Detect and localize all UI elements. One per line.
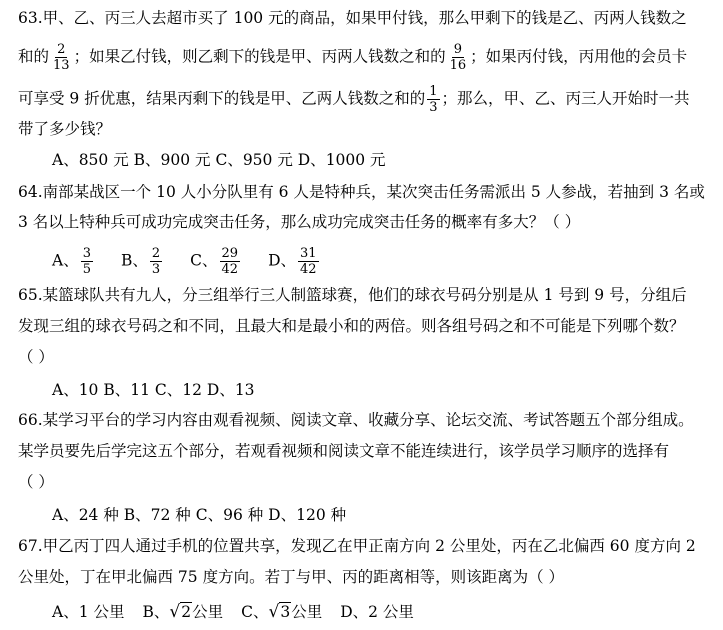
denominator: 42 (300, 262, 317, 277)
radicand: 2 (181, 603, 192, 621)
q65-line-1: 65.某篮球队共有九人，分三组举行三人制篮球赛，他们的球衣号码分别是从 1 号到 9 号，分组后 (18, 286, 687, 304)
q63-line-3 (18, 84, 690, 115)
fraction (81, 246, 93, 277)
fraction (150, 246, 162, 277)
fraction (298, 246, 319, 277)
radicand: 3 (280, 603, 291, 621)
q66-options: A、24 种 B、72 种 C、96 种 D、120 种 (52, 506, 347, 524)
denominator: 16 (449, 58, 467, 73)
q63-options: A、850 元 B、900 元 C、950 元 D、1000 元 (52, 151, 386, 169)
q67-line-1: 67.甲乙丙丁四人通过手机的位置共享，发现乙在甲正南方向 2 公里处，丙在乙北偏西 60 度方向 2 (18, 537, 696, 555)
q64-options (52, 246, 321, 277)
numerator: 31 (300, 246, 317, 261)
q67-line-2: 公里处，丁在甲北偏西 75 度方向。若丁与甲、丙的距离相等，则该距离为（ ） (18, 568, 565, 586)
denominator: 42 (221, 262, 239, 277)
q63-line-2 (18, 42, 687, 73)
q63-line-4: 带了多少钱？ (18, 120, 112, 138)
denominator: 3 (151, 262, 161, 277)
fraction (51, 42, 72, 73)
numerator: 3 (82, 246, 91, 261)
q65-line-3: （ ） (18, 348, 54, 366)
q67-option-a: A、1 公里 (52, 603, 125, 621)
q67-option-b-unit: 公里 (192, 603, 224, 621)
q67-option-d: D、2 公里 (340, 603, 414, 621)
q64-option-b: B、 (120, 251, 148, 270)
q64-line-2: 3 名以上特种兵可成功完成突击任务，那么成功完成突击任务的概率有多大？（ ） (18, 213, 581, 231)
q63-text-3b: ；那么，甲、乙、丙三人开始时一共 (441, 89, 690, 108)
q63-text-3a: 可享受 9 折优惠，结果丙剩下的钱是甲、乙两人钱数之和的 (18, 89, 426, 108)
q66-line-2: 某学员要先后学完这五个部分，若观看视频和阅读文章不能连续进行，该学员学习顺序的选择有 (18, 442, 670, 460)
q64-line-1: 64.南部某战区一个 10 人小分队里有 6 人是特种兵，某次突击任务需派出 5 人参战，若抽到 3 名或 (18, 183, 705, 201)
q63-text-2a: 和的 (18, 47, 50, 66)
numerator: 1 (429, 84, 438, 99)
q67-options (52, 602, 414, 622)
fraction (427, 84, 439, 115)
sqrt-symbol: √3 (268, 602, 291, 622)
denominator: 3 (429, 100, 438, 115)
q67-option-c: C、 (241, 603, 269, 621)
sqrt-symbol: √2 (169, 602, 192, 622)
q66-line-1: 66.某学习平台的学习内容由观看视频、阅读文章、收藏分享、论坛交流、考试答题五个部分组成。 (18, 411, 694, 429)
q67-option-c-unit: 公里 (291, 603, 323, 621)
fraction (220, 246, 241, 277)
q67-option-b: B、 (142, 603, 170, 621)
q63-text-2b: ；如果乙付钱，则乙剩下的钱是甲、丙两人钱数之和的 (73, 47, 446, 66)
numerator: 9 (453, 42, 462, 57)
denominator: 13 (53, 58, 70, 73)
q65-line-2: 发现三组的球衣号码之和不同，且最大和是最小和的两倍。则各组号码之和不可能是下列哪个数？ (18, 317, 685, 335)
fraction (448, 42, 469, 73)
denominator: 5 (82, 262, 91, 277)
q63-text-2c: ；如果丙付钱，丙用他的会员卡 (470, 47, 688, 66)
q64-option-a: A、 (52, 251, 79, 270)
q64-option-d: D、 (268, 251, 297, 270)
q64-option-c: C、 (190, 251, 218, 270)
q63-line-1: 63.甲、乙、丙三人去超市买了 100 元的商品，如果甲付钱，那么甲剩下的钱是乙、丙两人钱数之 (18, 9, 687, 27)
numerator: 2 (151, 246, 161, 261)
q66-line-3: （ ） (18, 473, 54, 491)
q65-options: A、10 B、11 C、12 D、13 (52, 381, 255, 399)
numerator: 2 (57, 42, 66, 57)
numerator: 29 (221, 246, 239, 261)
